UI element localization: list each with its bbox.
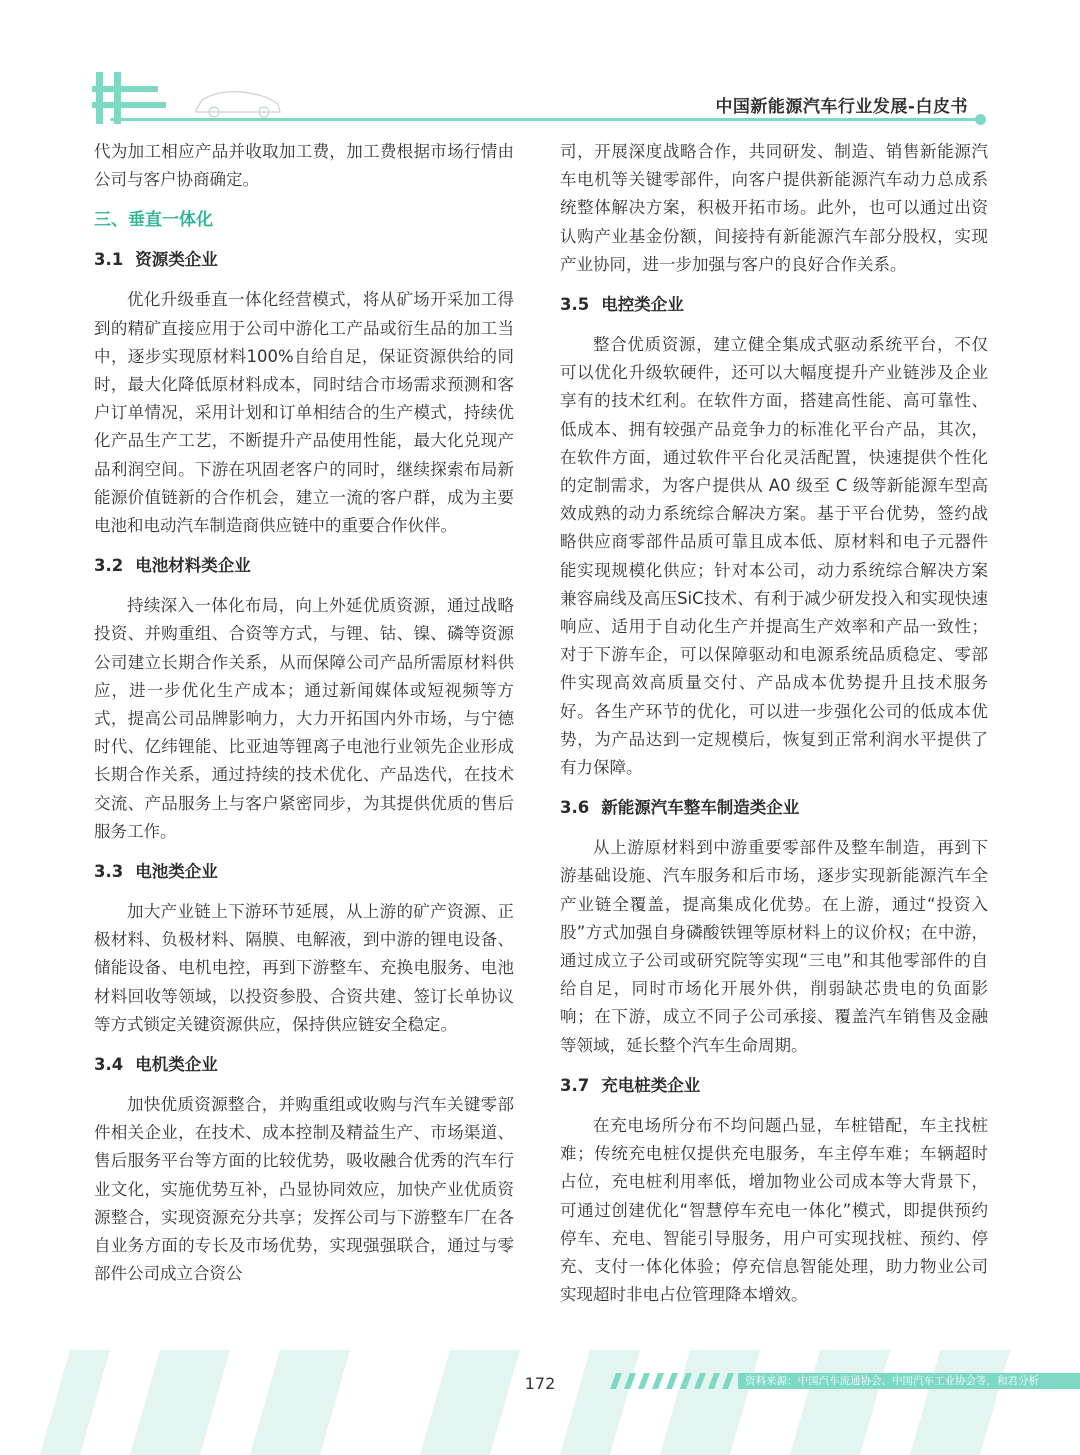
- document-title: 中国新能源汽车行业发展-白皮书: [715, 97, 968, 117]
- subsection-heading-3-7: [560, 1072, 988, 1100]
- subsection-number: 3.2: [94, 556, 124, 576]
- paragraph-3-5: 整合优质资源，建立健全集成式驱动系统平台，不仅可以优化升级软硬件，还可以大幅度提升产业链涉及企业享有的技术红利。在软件方面，搭建高性能、高可靠性、低成本、拥有较强产品竞争力的标准化平台产品，其次，在软件方面，通过软件平台化灵活配置，快速提供个性化的定制需求，为客户提供从 A0 级至 C 级等新能源车型高效成熟的动力系统综合解决方案。基于平台优势，签约战略供应商零部件品质可靠且成本低、原材料和电子元器件能实现规模化供应；针对本公司，动力系统综合解决方案兼容扁线及高压SiC技术、有利于减少研发投入和实现快速响应、适用于自动化生产并提高生产效率和产品一致性；对于下游车企，可以保障驱动和电源系统品质稳定、零部件实现高效高质量交付、产品成本优势提升且技术服务好。各生产环节的优化，可以进一步强化公司的低成本优势，为产品达到一定规模后，恢复到正常利润水平提供了有力保障。: [560, 335, 988, 778]
- subsection-heading-3-3: [94, 858, 514, 886]
- subsection-title: 电池材料类企业: [135, 556, 251, 576]
- subsection-heading-3-4: [94, 1051, 514, 1079]
- subsection-number: 3.6: [560, 798, 590, 818]
- page-number: 172: [524, 1374, 556, 1393]
- paragraph-3-4-continued: 司，开展深度战略合作，共同研发、制造、销售新能源汽车电机等关键零部件，向客户提供新能源汽车动力总成系统整体解决方案，积极开拓市场。此外，也可以通过出资认购产业基金份额，间接持有新能源汽车部分股权，实现产业协同，进一步加强与客户的良好合作关系。: [560, 142, 988, 274]
- subsection-title: 资源类企业: [135, 250, 218, 270]
- paragraph-3-1: 优化升级垂直一体化经营模式，将从矿场开采加工得到的精矿直接应用于公司中游化工产品或衍生品的加工当中，逐步实现原材料100%自给自足，保证资源供给的同时，最大化降低原材料成本，同时结合市场需求预测和客户订单情况，采用计划和订单相结合的生产模式，持续优化产品生产工艺，不断提升产品使用性能，最大化兑现产品利润空间。下游在巩固老客户的同时，继续探索布局新能源价值链新的合作机会，建立一流的客户群，成为主要电池和电动汽车制造商供应链中的重要合作伙伴。: [94, 290, 514, 536]
- left-column: [94, 138, 514, 1289]
- subsection-number: 3.7: [560, 1075, 590, 1095]
- subsection-title: 电机类企业: [135, 1055, 218, 1075]
- subsection-number: 3.5: [560, 295, 590, 315]
- subsection-number: 3.1: [94, 250, 124, 270]
- subsection-number: 3.4: [94, 1055, 124, 1075]
- header-divider-dot: [975, 114, 986, 125]
- paragraph-3-4: 加快优质资源整合，并购重组或收购与汽车关键零部件相关企业，在技术、成本控制及精益生产、市场渠道、售后服务平台等方面的比较优势，吸收融合优秀的汽车行业文化，实施优势互补，凸显协同效应，加快产业优质资源整合，实现资源充分共享；发挥公司与下游整车厂在各自业务方面的专长及市场优势，实现强强联合，通过与零部件公司成立合资公: [94, 1095, 514, 1284]
- page-header: [0, 0, 1080, 130]
- intro-paragraph: 代为加工相应产品并收取加工费，加工费根据市场行情由公司与客户协商确定。: [94, 142, 514, 190]
- subsection-number: 3.3: [94, 862, 124, 882]
- paragraph-3-6: 从上游原材料到中游重要零部件及整车制造，再到下游基础设施、汽车服务和后市场，逐步实现新能源汽车全产业链全覆盖，提高集成化优势。在上游，通过“投资入股”方式加强自身磷酸铁锂等原材料上的议价权；在中游，通过成立子公司或研究院等实现“三电”和其他零部件的自给自足，同时市场化开展外供，削弱缺芯贵电的负面影响；在下游，成立不同子公司承接、覆盖汽车销售及金融等领域，延长整个汽车生命周期。: [560, 838, 988, 1055]
- section-title-vertical-integration: 三、垂直一体化: [94, 210, 213, 231]
- subsection-heading-3-5: [560, 291, 988, 319]
- subsection-heading-3-1: [94, 246, 514, 274]
- paragraph-3-3: 加大产业链上下游环节延展，从上游的矿产资源、正极材料、负极材料、隔膜、电解液，到中游的锂电设备、储能设备、电机电控，再到下游整车、充换电服务、电池材料回收等领域，以投资参股、合资共建、签订长单协议等方式锁定关键资源供应，保持供应链安全稳定。: [94, 902, 514, 1034]
- paragraph-3-2: 持续深入一体化布局，向上外延优质资源，通过战略投资、并购重组、合资等方式，与锂、钴、镍、磷等资源公司建立长期合作关系，从而保障公司产品所需原材料供应，进一步优化生产成本；通过新闻媒体或短视频等方式，提高公司品牌影响力，大力开拓国内外市场，与宁德时代、亿纬锂能、比亚迪等锂离子电池行业领先企业形成长期合作关系，通过持续的技术优化、产品迭代，在技术交流、产品服务上与客户紧密同步，为其提供优质的售后服务工作。: [94, 596, 514, 841]
- right-column: [560, 138, 988, 1309]
- subsection-title: 新能源汽车整车制造类企业: [601, 798, 800, 818]
- subsection-title: 电池类企业: [135, 862, 218, 882]
- header-divider: [110, 118, 976, 121]
- paragraph-3-7: 在充电场所分布不均问题凸显，车桩错配，车主找桩难；传统充电桩仅提供充电服务，车主停车难；车辆超时占位，充电桩利用率低，增加物业公司成本等大背景下，可通过创建优化“智慧停车充电一体化”模式，即提供预约停车、充电、智能引导服务，用户可实现找桩、预约、停充、支付一体化体验；停充信息智能处理，助力物业公司实现超时非电占位管理降本增效。: [560, 1115, 988, 1305]
- subsection-title: 充电桩类企业: [601, 1075, 701, 1095]
- source-note: 资料来源：中国汽车流通协会、中国汽车工业协会等，和君分析: [745, 1375, 1039, 1387]
- subsection-heading-3-2: [94, 552, 514, 580]
- subsection-title: 电控类企业: [601, 295, 684, 315]
- subsection-heading-3-6: [560, 794, 988, 822]
